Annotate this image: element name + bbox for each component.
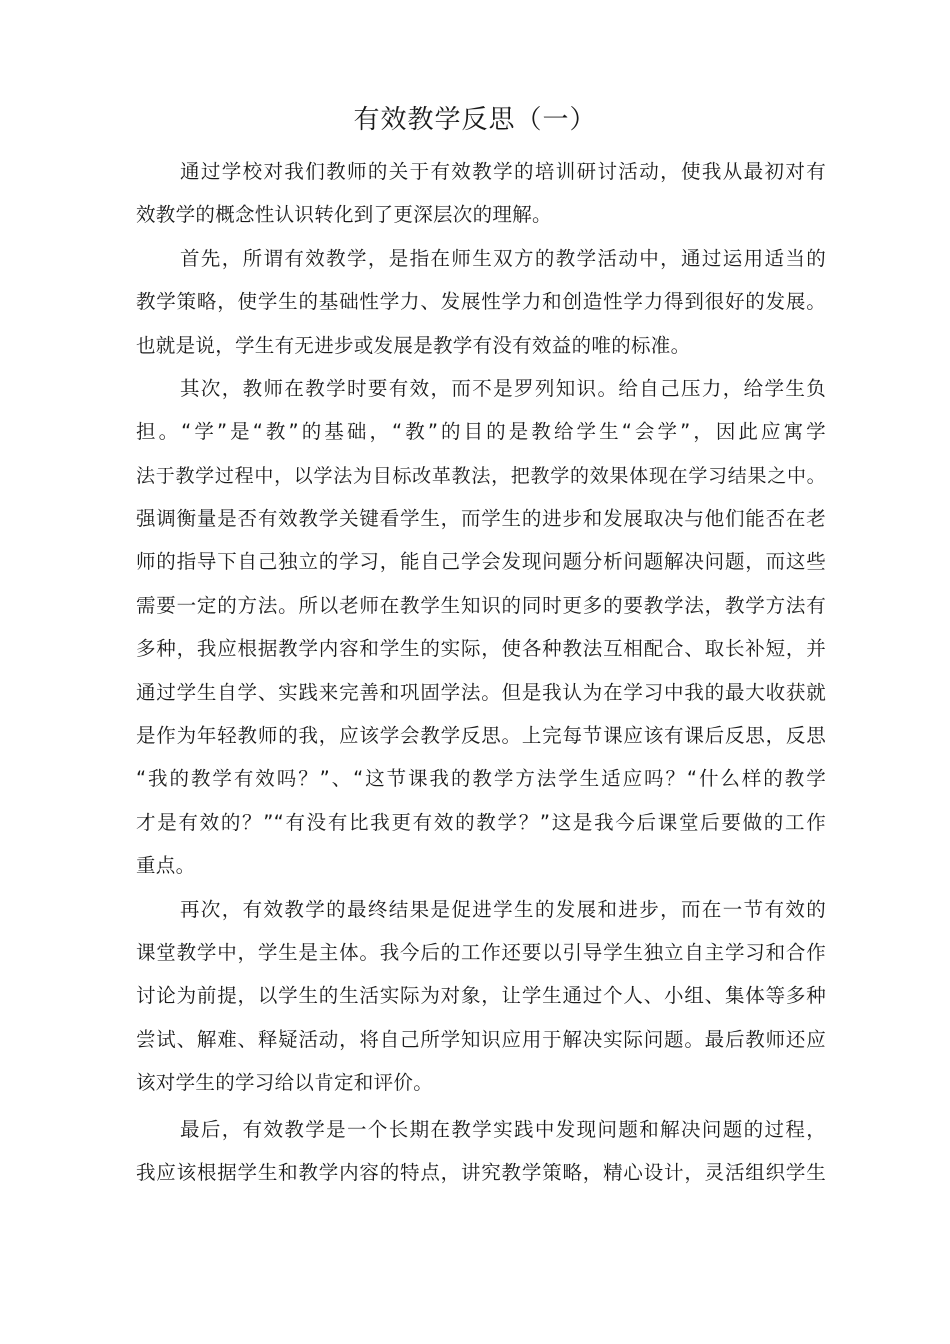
- text-line: 教学策略，使学生的基础性学力、发展性学力和创造性学力得到很好的发展。: [136, 290, 826, 313]
- text-line: 其次，教师在教学时要有效，而不是罗列知识。给自己压力，给学生负: [180, 377, 826, 400]
- text-line: 课堂教学中，学生是主体。我今后的工作还要以引导学生独立自主学习和合作: [136, 941, 826, 964]
- text-line: 该对学生的学习给以肯定和评价。: [136, 1071, 434, 1094]
- page-title: 有效教学反思（一）: [353, 105, 597, 135]
- text-line: 最后，有效教学是一个长期在教学实践中发现问题和解决问题的过程，: [180, 1118, 826, 1141]
- text-line: 通过学校对我们教师的关于有效教学的培训研讨活动，使我从最初对有: [180, 160, 826, 183]
- text-line: 我应该根据学生和教学内容的特点，讲究教学策略，精心设计，灵活组织学生: [136, 1161, 826, 1184]
- text-line: 讨论为前提，以学生的生活实际为对象，让学生通过个人、小组、集体等多种: [136, 984, 826, 1007]
- text-line: 是作为年轻教师的我，应该学会教学反思。上完每节课应该有课后反思，反思: [136, 724, 826, 747]
- text-line: 需要一定的方法。所以老师在教学生知识的同时更多的要教学法，教学方法有: [136, 594, 826, 617]
- text-line: 法于教学过程中，以学法为目标改革教法，把教学的效果体现在学习结果之中。: [136, 465, 826, 487]
- text-line: 首先，所谓有效教学，是指在师生双方的教学活动中，通过运用适当的: [180, 247, 826, 270]
- text-line: 再次，有效教学的最终结果是促进学生的发展和进步，而在一节有效的: [180, 898, 826, 921]
- text-line: 担。“学”是“教”的基础，“教”的目的是教给学生“会学”，因此应寓学: [136, 420, 826, 443]
- text-line: 尝试、解难、释疑活动，将自己所学知识应用于解决实际问题。最后教师还应: [136, 1028, 826, 1051]
- text-line: 通过学生自学、实践来完善和巩固学法。但是我认为在学习中我的最大收获就: [136, 681, 826, 704]
- text-line: 才是有效的？”“有没有比我更有效的教学？”这是我今后课堂后要做的工作: [136, 811, 826, 834]
- text-line: 师的指导下自己独立的学习，能自己学会发现问题分析问题解决问题，而这些: [136, 550, 826, 573]
- text-line: 强调衡量是否有效教学关键看学生，而学生的进步和发展取决与他们能否在老: [136, 507, 826, 530]
- text-line: 重点。: [136, 854, 196, 877]
- text-line: 多种，我应根据教学内容和学生的实际，使各种教法互相配合、取长补短，并: [136, 637, 826, 660]
- text-line: “我的教学有效吗？”、“这节课我的教学方法学生适应吗？“什么样的教学: [136, 767, 826, 790]
- text-line: 也就是说，学生有无进步或发展是教学有没有效益的唯的标准。: [136, 334, 691, 357]
- text-line: 效教学的概念性认识转化到了更深层次的理解。: [136, 203, 552, 226]
